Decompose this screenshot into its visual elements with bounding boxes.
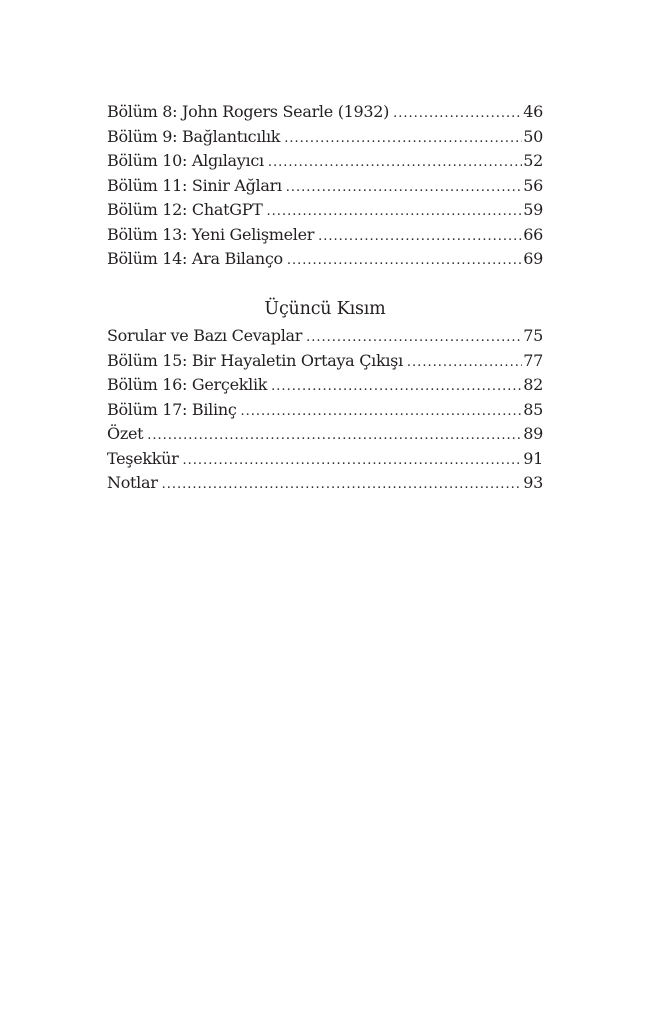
toc-entry-bolum-17 <box>107 400 543 425</box>
toc-leader-dots <box>407 355 522 370</box>
toc-entry-title: Bölüm 14: Ara Bilanço <box>107 249 283 268</box>
toc-entry-page: 85 <box>523 399 543 419</box>
toc-leader-dots <box>183 453 523 468</box>
toc-entry-bolum-15 <box>107 351 543 376</box>
toc-leader-dots <box>147 428 522 443</box>
toc-entry-title: Bölüm 15: Bir Hayaletin Ortaya Çıkışı <box>107 350 403 370</box>
toc-entry-bolum-9 <box>107 127 543 152</box>
toc-entry-bolum-11 <box>107 176 543 201</box>
toc-leader-dots <box>284 131 522 146</box>
toc-leader-dots <box>306 330 522 345</box>
toc-leader-dots <box>267 204 523 219</box>
toc-entry-page: 69 <box>523 249 543 268</box>
toc-leader-dots <box>162 477 523 492</box>
toc-entry-page: 50 <box>523 126 543 146</box>
toc-entry-title: Bölüm 11: Sinir Ağları <box>107 175 282 195</box>
toc-entry-bolum-16 <box>107 375 543 400</box>
toc-entry-title: Bölüm 13: Yeni Gelişmeler <box>107 224 315 244</box>
toc-leader-dots <box>268 155 522 170</box>
toc-entry-page: 91 <box>523 448 543 468</box>
toc-leader-dots <box>287 253 522 268</box>
toc-leader-dots <box>286 180 522 195</box>
toc-entry-title: Bölüm 17: Bilinç <box>107 399 237 419</box>
toc-entry-page: 56 <box>523 175 543 195</box>
toc-entry-title: Bölüm 16: Gerçeklik <box>107 375 268 394</box>
toc-entry-page: 52 <box>523 151 543 170</box>
toc-entry-page: 46 <box>523 102 543 121</box>
toc-entry-tesekkur <box>107 449 543 474</box>
toc-entry-title: Özet <box>107 424 144 443</box>
toc-leader-dots <box>393 106 522 121</box>
toc-entry-page: 89 <box>523 424 543 443</box>
toc-entry-bolum-10 <box>107 151 543 176</box>
toc-entry-notlar <box>107 473 543 498</box>
toc-leader-dots <box>271 379 522 394</box>
toc-entry-page: 82 <box>523 375 543 394</box>
toc-list-part-two <box>107 102 543 274</box>
toc-entry-title: Bölüm 9: Bağlantıcılık <box>107 126 281 146</box>
toc-entry-page: 59 <box>523 200 543 219</box>
toc-entry-ozet <box>107 424 543 449</box>
toc-entry-page: 77 <box>523 350 543 370</box>
toc-leader-dots <box>240 404 522 419</box>
toc-entry-title: Teşekkür <box>107 448 179 468</box>
toc-entry-title: Sorular ve Bazı Cevaplar <box>107 326 303 345</box>
toc-entry-page: 93 <box>523 473 543 492</box>
toc-entry-title: Bölüm 12: ChatGPT <box>107 200 263 219</box>
toc-entry-bolum-13 <box>107 225 543 250</box>
toc-entry-bolum-8 <box>107 102 543 127</box>
toc-entry-page: 75 <box>523 326 543 345</box>
toc-entry-title: Notlar <box>107 473 158 492</box>
toc-entry-sorular <box>107 326 543 351</box>
toc-entry-title: Bölüm 10: Algılayıcı <box>107 151 264 170</box>
toc-leader-dots <box>318 229 522 244</box>
toc-entry-page: 66 <box>523 224 543 244</box>
toc-entry-bolum-12 <box>107 200 543 225</box>
section-heading: Üçüncü Kısım <box>264 299 386 319</box>
toc-list-part-three <box>107 326 543 498</box>
toc-entry-title: Bölüm 8: John Rogers Searle (1932) <box>107 102 390 121</box>
toc-entry-bolum-14 <box>107 249 543 274</box>
